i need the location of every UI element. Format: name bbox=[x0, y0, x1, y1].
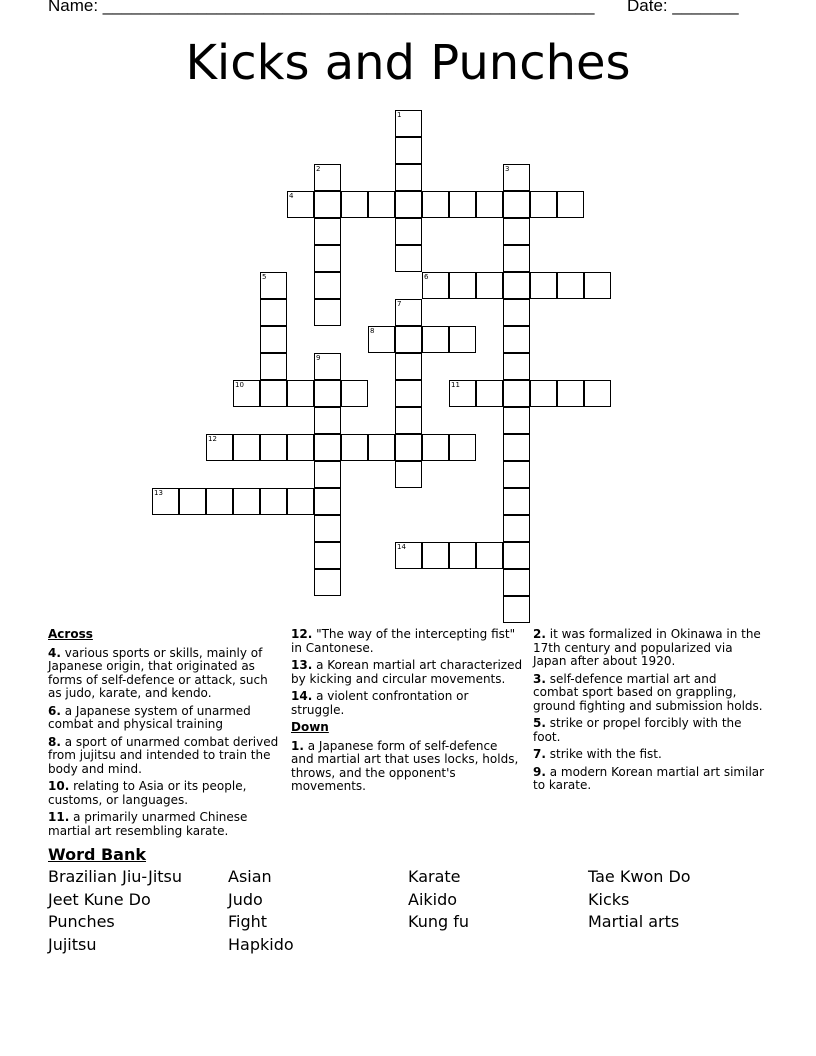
clue-number: 5. bbox=[533, 716, 546, 730]
clue-number: 5 bbox=[262, 273, 267, 281]
grid-cell[interactable] bbox=[314, 515, 341, 542]
grid-cell[interactable] bbox=[314, 569, 341, 596]
grid-cell[interactable] bbox=[233, 434, 260, 461]
grid-cell[interactable] bbox=[395, 542, 422, 569]
word-bank-item: Hapkido bbox=[228, 935, 294, 955]
clue-text: relating to Asia or its people, customs, or languages. bbox=[48, 779, 247, 807]
clue-number: 14 bbox=[397, 543, 406, 551]
grid-cell[interactable] bbox=[233, 380, 260, 407]
clue-text: a sport of unarmed combat derived from jujitsu and intended to train the body and mind. bbox=[48, 734, 279, 776]
clue-text: a Japanese system of unarmed combat and physical training bbox=[48, 703, 251, 731]
grid-cell[interactable] bbox=[206, 434, 233, 461]
grid-cell[interactable] bbox=[260, 488, 287, 515]
grid-cell[interactable] bbox=[287, 434, 314, 461]
grid-cell[interactable] bbox=[314, 191, 341, 218]
grid-cell[interactable] bbox=[395, 191, 422, 218]
clue-text: a Korean martial art characterized by kicking and circular movements. bbox=[291, 658, 523, 686]
name-field[interactable]: Name: ____________________________________________________ bbox=[48, 0, 595, 15]
clue-text: a Japanese form of self-defence and martial art that uses locks, holds, throws, and the opponent's movements. bbox=[291, 738, 519, 793]
word-bank-item: Brazilian Jiu-Jitsu bbox=[48, 867, 183, 886]
word-bank-item: Tae Kwon Do bbox=[588, 867, 691, 886]
grid-cell[interactable] bbox=[503, 245, 530, 272]
grid-cell[interactable] bbox=[395, 110, 422, 137]
grid-cell[interactable] bbox=[422, 326, 449, 353]
clue-number: 11. bbox=[48, 810, 70, 824]
grid-cell[interactable] bbox=[422, 191, 449, 218]
grid-cell[interactable] bbox=[314, 488, 341, 515]
word-bank-item: Fight bbox=[228, 912, 268, 932]
word-bank-item: Judo bbox=[228, 889, 263, 909]
word-bank-title: Word Bank bbox=[48, 845, 147, 864]
grid-cell[interactable] bbox=[314, 407, 341, 434]
grid-cell[interactable] bbox=[449, 434, 476, 461]
grid-cell[interactable] bbox=[260, 326, 287, 353]
grid-cell[interactable] bbox=[368, 326, 395, 353]
clue-item bbox=[48, 811, 280, 838]
clue-item bbox=[533, 628, 765, 669]
grid-cell[interactable] bbox=[341, 191, 368, 218]
grid-cell[interactable] bbox=[503, 488, 530, 515]
grid-cell[interactable] bbox=[503, 596, 530, 623]
clue-text: a violent confrontation or struggle. bbox=[291, 689, 469, 717]
clue-number: 12 bbox=[208, 435, 217, 443]
word-bank-item: Asian bbox=[228, 867, 272, 886]
clue-number: 2 bbox=[316, 165, 321, 173]
clue-text: a modern Korean martial art similar to karate. bbox=[533, 764, 765, 792]
clue-section-heading: Across bbox=[48, 627, 93, 641]
grid-cell[interactable] bbox=[503, 299, 530, 326]
grid-cell[interactable] bbox=[287, 191, 314, 218]
grid-cell[interactable] bbox=[260, 380, 287, 407]
grid-cell[interactable] bbox=[476, 191, 503, 218]
grid-cell[interactable] bbox=[152, 488, 179, 515]
grid-cell[interactable] bbox=[341, 434, 368, 461]
grid-cell[interactable] bbox=[314, 299, 341, 326]
grid-cell[interactable] bbox=[503, 353, 530, 380]
grid-cell[interactable] bbox=[287, 488, 314, 515]
grid-cell[interactable] bbox=[314, 218, 341, 245]
grid-cell[interactable] bbox=[368, 434, 395, 461]
grid-cell[interactable] bbox=[584, 380, 611, 407]
grid-cell[interactable] bbox=[314, 272, 341, 299]
grid-cell[interactable] bbox=[314, 380, 341, 407]
grid-cell[interactable] bbox=[179, 488, 206, 515]
grid-cell[interactable] bbox=[503, 542, 530, 569]
grid-cell[interactable] bbox=[503, 407, 530, 434]
grid-cell[interactable] bbox=[395, 407, 422, 434]
word-bank-item: Kung fu bbox=[408, 912, 469, 932]
clues-column-2 bbox=[291, 628, 523, 798]
word-bank-item: Martial arts bbox=[588, 912, 680, 932]
clue-text: strike with the fist. bbox=[545, 747, 662, 761]
grid-cell[interactable] bbox=[503, 218, 530, 245]
grid-cell[interactable] bbox=[395, 326, 422, 353]
grid-cell[interactable] bbox=[314, 434, 341, 461]
grid-cell[interactable] bbox=[476, 272, 503, 299]
grid-cell[interactable] bbox=[260, 353, 287, 380]
clue-number: 10 bbox=[235, 381, 244, 389]
clue-number: 9 bbox=[316, 354, 321, 362]
grid-cell[interactable] bbox=[557, 272, 584, 299]
clue-item bbox=[533, 766, 765, 793]
grid-cell[interactable] bbox=[368, 191, 395, 218]
clue-number: 6 bbox=[424, 273, 429, 281]
clue-item bbox=[48, 647, 280, 701]
clue-item bbox=[533, 717, 765, 744]
grid-cell[interactable] bbox=[314, 461, 341, 488]
clue-number: 8. bbox=[48, 734, 61, 749]
clue-item bbox=[48, 705, 280, 732]
grid-cell[interactable] bbox=[260, 272, 287, 299]
grid-cell[interactable] bbox=[314, 164, 341, 191]
grid-cell[interactable] bbox=[395, 218, 422, 245]
grid-cell[interactable] bbox=[557, 191, 584, 218]
clue-number: 4 bbox=[289, 192, 294, 200]
grid-cell[interactable] bbox=[476, 542, 503, 569]
grid-cell[interactable] bbox=[395, 299, 422, 326]
clue-number: 3 bbox=[505, 165, 510, 173]
clues-column-3 bbox=[533, 628, 765, 797]
grid-cell[interactable] bbox=[503, 461, 530, 488]
grid-cell[interactable] bbox=[503, 434, 530, 461]
clue-number: 14. bbox=[291, 689, 313, 703]
grid-cell[interactable] bbox=[422, 434, 449, 461]
grid-cell[interactable] bbox=[260, 434, 287, 461]
word-bank-item: Kicks bbox=[588, 889, 630, 909]
clue-text: it was formalized in Okinawa in the 17th century and popularized via Japan after about 1920. bbox=[533, 627, 761, 668]
grid-cell[interactable] bbox=[530, 272, 557, 299]
clue-text: various sports or skills, mainly of Japanese origin, that originated as forms of self-defence or attack, such as judo, karate, and kendo. bbox=[48, 645, 268, 700]
grid-cell[interactable] bbox=[530, 380, 557, 407]
word-bank-item: Jujitsu bbox=[48, 935, 97, 955]
grid-cell[interactable] bbox=[395, 461, 422, 488]
clue-number: 10. bbox=[48, 779, 70, 793]
word-bank-item: Jeet Kune Do bbox=[48, 889, 151, 909]
grid-cell[interactable] bbox=[449, 191, 476, 218]
clues-column-1 bbox=[48, 628, 280, 842]
clue-text: self-defence martial art and combat sport based on grappling, ground fighting and submission holds. bbox=[533, 671, 763, 713]
grid-cell[interactable] bbox=[503, 326, 530, 353]
clue-number: 1 bbox=[397, 111, 402, 119]
grid-cell[interactable] bbox=[449, 542, 476, 569]
grid-cell[interactable] bbox=[449, 380, 476, 407]
grid-cell[interactable] bbox=[395, 137, 422, 164]
clue-item bbox=[291, 659, 523, 686]
grid-cell[interactable] bbox=[503, 380, 530, 407]
grid-cell[interactable] bbox=[557, 380, 584, 407]
grid-cell[interactable] bbox=[530, 191, 557, 218]
clue-number: 1. bbox=[291, 738, 304, 753]
grid-cell[interactable] bbox=[503, 569, 530, 596]
grid-cell[interactable] bbox=[584, 272, 611, 299]
date-field[interactable]: Date: _______ bbox=[627, 0, 739, 15]
clue-item bbox=[533, 673, 765, 714]
grid-cell[interactable] bbox=[287, 380, 314, 407]
clue-item bbox=[48, 736, 280, 777]
clue-number: 3. bbox=[533, 671, 546, 686]
grid-cell[interactable] bbox=[260, 299, 287, 326]
clue-number: 7. bbox=[533, 747, 546, 761]
grid-cell[interactable] bbox=[395, 434, 422, 461]
clue-text: a primarily unarmed Chinese martial art resembling karate. bbox=[48, 810, 248, 838]
grid-cell[interactable] bbox=[395, 245, 422, 272]
grid-cell[interactable] bbox=[314, 542, 341, 569]
grid-cell[interactable] bbox=[206, 488, 233, 515]
clue-item bbox=[48, 780, 280, 807]
clue-number: 12. bbox=[291, 627, 313, 641]
grid-cell[interactable] bbox=[422, 542, 449, 569]
grid-cell[interactable] bbox=[395, 353, 422, 380]
clue-number: 6. bbox=[48, 703, 61, 718]
clue-item bbox=[291, 628, 523, 655]
clue-number: 9. bbox=[533, 764, 546, 779]
clue-text: strike or propel forcibly with the foot. bbox=[533, 716, 742, 744]
clue-number: 2. bbox=[533, 627, 546, 641]
clue-number: 11 bbox=[451, 381, 460, 389]
clue-item bbox=[291, 740, 523, 794]
clue-number: 4. bbox=[48, 645, 61, 660]
grid-cell[interactable] bbox=[503, 164, 530, 191]
grid-cell[interactable] bbox=[449, 326, 476, 353]
clue-number: 8 bbox=[370, 327, 375, 335]
word-bank-item: Karate bbox=[408, 867, 461, 886]
clue-item bbox=[291, 690, 523, 717]
word-bank-item: Aikido bbox=[408, 889, 458, 909]
clue-number: 7 bbox=[397, 300, 402, 308]
grid-cell[interactable] bbox=[503, 515, 530, 542]
clue-text: "The way of the intercepting fist" in Cantonese. bbox=[291, 627, 516, 655]
grid-cell[interactable] bbox=[422, 272, 449, 299]
clue-number: 13. bbox=[291, 658, 313, 672]
clue-item bbox=[533, 748, 765, 762]
grid-cell[interactable] bbox=[503, 191, 530, 218]
page-title: Kicks and Punches bbox=[185, 35, 631, 91]
grid-cell[interactable] bbox=[233, 488, 260, 515]
grid-cell[interactable] bbox=[395, 380, 422, 407]
clue-number: 13 bbox=[154, 489, 163, 497]
grid-cell[interactable] bbox=[476, 380, 503, 407]
grid-cell[interactable] bbox=[449, 272, 476, 299]
grid-cell[interactable] bbox=[314, 245, 341, 272]
grid-cell[interactable] bbox=[503, 272, 530, 299]
grid-cell[interactable] bbox=[341, 380, 368, 407]
grid-cell[interactable] bbox=[314, 353, 341, 380]
clue-section-heading: Down bbox=[291, 720, 329, 734]
grid-cell[interactable] bbox=[395, 164, 422, 191]
word-bank-item: Punches bbox=[48, 912, 115, 932]
